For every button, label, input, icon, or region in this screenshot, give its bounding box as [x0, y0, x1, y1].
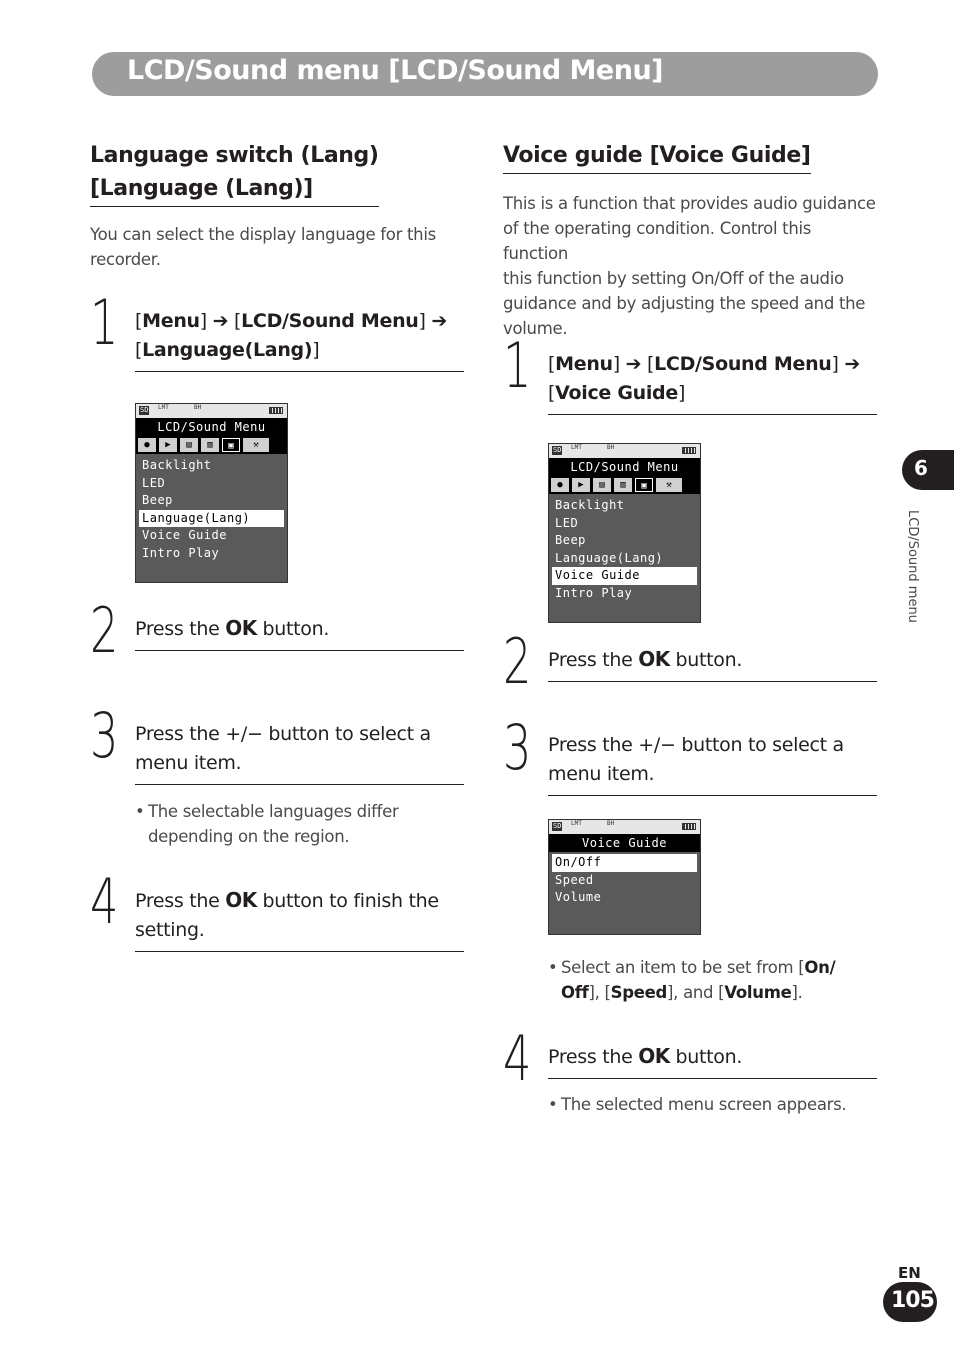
chapter-number: 6	[914, 456, 928, 480]
section-title-language	[90, 139, 379, 207]
text: Volume	[724, 983, 792, 1002]
arrow-icon: ➔	[844, 353, 861, 375]
step-2-instruction	[548, 645, 877, 682]
text: button to finish the	[256, 890, 439, 912]
menu-label: Menu	[555, 353, 613, 375]
bullet-dot: •	[548, 958, 558, 977]
ok-button-label: OK	[638, 647, 670, 671]
lcd-menu-item: Intro Play	[555, 585, 633, 600]
lcd-menu-item: Voice Guide	[142, 528, 227, 542]
arrow-icon: ➔	[431, 310, 448, 332]
text: Press the	[135, 618, 226, 640]
menu-label: Language(Lang)	[142, 339, 313, 361]
text: setting.	[135, 919, 205, 941]
step-3-note	[548, 955, 877, 1005]
intro-line: this function by setting On/Off of the audio	[503, 269, 844, 288]
lcd-tab-icons	[136, 436, 287, 454]
text: button.	[256, 618, 330, 640]
intro-line: This is a function that provides audio guidance	[503, 194, 876, 213]
lcd-tab-icons	[549, 476, 700, 494]
intro-voice-guide	[503, 191, 878, 341]
limiter-icon: LMT	[571, 820, 582, 827]
text: Press the	[548, 1046, 639, 1068]
text: Speed	[610, 983, 668, 1002]
intro-line: guidance and by adjusting the speed and the	[503, 294, 866, 313]
lcd-menu-item: Beep	[142, 493, 173, 507]
file-icon: ▤	[593, 478, 611, 492]
lcd-menu-item: LED	[142, 475, 166, 490]
lcd-menu-item-selected: Voice Guide	[552, 567, 697, 585]
tools-icon: ⚒	[656, 478, 682, 492]
lcd-menu-item-selected: Language(Lang)	[139, 510, 284, 528]
lcd-menu-item: Language(Lang)	[555, 550, 664, 565]
step-4-instruction	[548, 1042, 877, 1079]
lcd-status-bar	[549, 444, 700, 458]
arrow-icon: ➔	[212, 310, 229, 332]
text: The selectable languages differ	[148, 802, 399, 821]
section-title-voice-guide: Voice guide [Voice Guide]	[503, 139, 811, 174]
chapter-tab	[902, 450, 954, 490]
sd-icon: SD	[553, 822, 562, 830]
section-title-line: Language switch (Lang)	[90, 143, 379, 168]
text: Press the	[135, 890, 226, 912]
lcd-status-bar	[136, 404, 287, 418]
lcd-title: LCD/Sound Menu	[136, 418, 287, 436]
text: button.	[669, 649, 743, 671]
text: ].	[791, 983, 803, 1002]
section-title-line: [Language (Lang)]	[90, 176, 313, 201]
text: On/	[804, 958, 836, 977]
bullet-dot: •	[548, 1095, 558, 1114]
lcd-menu-item: Backlight	[142, 458, 212, 472]
mode-icon: BH	[607, 444, 615, 451]
ok-button-label: OK	[225, 888, 257, 912]
page-title: LCD/Sound menu [LCD/Sound Menu]	[127, 55, 664, 86]
limiter-icon: LMT	[571, 444, 582, 451]
lcd-menu-item: Backlight	[555, 498, 625, 512]
text: ], [	[588, 983, 611, 1002]
text: depending on the region.	[148, 827, 350, 846]
battery-icon	[682, 447, 696, 454]
text: menu item.	[135, 752, 242, 774]
file-icon: ▤	[180, 438, 198, 452]
menu-label: Menu	[142, 310, 200, 332]
lcd-menu-item: LED	[555, 515, 579, 530]
intro-line: volume.	[503, 319, 568, 338]
lcd-status-bar	[549, 820, 700, 834]
step-3-note	[135, 799, 464, 849]
step-number: 3	[503, 711, 532, 784]
text: Press the	[548, 649, 639, 671]
lcd-menu-item-selected: On/Off	[552, 854, 697, 872]
lcd-screen-voice-guide	[548, 819, 701, 935]
intro-language	[90, 222, 465, 272]
step-2-instruction	[135, 614, 464, 651]
sd-icon: SD	[140, 406, 149, 414]
limiter-icon: LMT	[158, 404, 169, 411]
step-3-instruction	[135, 720, 464, 785]
step-number: 2	[503, 625, 532, 698]
step-number: 4	[503, 1022, 532, 1095]
ok-button-label: OK	[638, 1044, 670, 1068]
step-number: 2	[90, 594, 119, 667]
lcd-screen	[548, 443, 701, 623]
card-icon: ▥	[614, 478, 632, 492]
tools-icon: ⚒	[243, 438, 269, 452]
monitor-icon: ▣	[222, 438, 240, 452]
text: ], and [	[667, 983, 725, 1002]
menu-label: Voice Guide	[555, 382, 678, 404]
card-icon: ▥	[201, 438, 219, 452]
step-3-instruction	[548, 731, 877, 796]
step-number: 4	[90, 865, 119, 938]
step-4-note	[548, 1092, 877, 1117]
step-number: 1	[503, 329, 532, 402]
lcd-menu-item: Volume	[555, 890, 602, 904]
text: The selected menu screen appears.	[561, 1095, 847, 1114]
lcd-menu-item: Speed	[555, 872, 594, 887]
monitor-icon: ▣	[635, 478, 653, 492]
menu-label: LCD/Sound Menu	[241, 310, 419, 332]
lcd-menu-item: Beep	[555, 533, 586, 547]
page-number: 105	[891, 1288, 934, 1313]
menu-label: LCD/Sound Menu	[654, 353, 832, 375]
lcd-screen	[135, 403, 288, 583]
step-1-instruction: [Menu] ➔ [LCD/Sound Menu] ➔ [Voice Guide]	[548, 350, 877, 415]
step-4-instruction	[135, 886, 464, 952]
sd-icon: SD	[553, 446, 562, 454]
text: button.	[669, 1046, 743, 1068]
lcd-title: Voice Guide	[549, 834, 700, 852]
text: Select an item to be set from [	[561, 958, 805, 977]
arrow-icon: ➔	[625, 353, 642, 375]
ok-button-label: OK	[225, 616, 257, 640]
battery-icon	[682, 823, 696, 830]
intro-line: You can select the display language for this	[90, 225, 436, 244]
lcd-menu-list	[549, 494, 700, 602]
lcd-menu-list	[549, 852, 700, 907]
intro-line: of the operating condition. Control this function	[503, 219, 812, 263]
mode-icon: BH	[194, 404, 202, 411]
text: Off	[561, 983, 589, 1002]
text: menu item.	[548, 763, 655, 785]
lcd-menu-item: Intro Play	[142, 545, 220, 560]
intro-line: recorder.	[90, 250, 161, 269]
lcd-menu-list	[136, 454, 287, 562]
mic-icon: ●	[138, 438, 156, 452]
chapter-label: LCD/Sound menu	[905, 510, 920, 623]
play-icon: ▶	[159, 438, 177, 452]
step-number: 1	[90, 286, 119, 359]
text: Press the +/− button to select a	[548, 734, 844, 756]
step-number: 3	[90, 699, 119, 772]
lcd-title: LCD/Sound Menu	[549, 458, 700, 476]
language-code: EN	[898, 1264, 921, 1282]
step-1-instruction: [Menu] ➔ [LCD/Sound Menu] ➔ [Language(Lang)]	[135, 307, 464, 372]
bullet-dot: •	[135, 802, 145, 821]
text: Press the +/− button to select a	[135, 723, 431, 745]
play-icon: ▶	[572, 478, 590, 492]
mic-icon: ●	[551, 478, 569, 492]
mode-icon: BH	[607, 820, 615, 827]
battery-icon	[269, 407, 283, 414]
